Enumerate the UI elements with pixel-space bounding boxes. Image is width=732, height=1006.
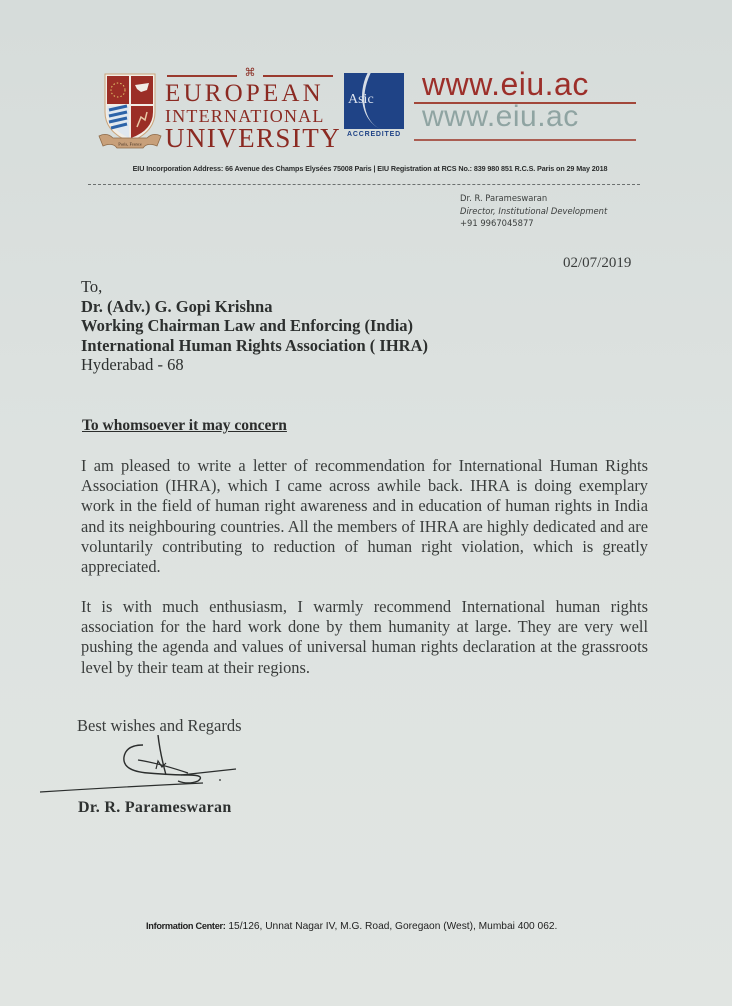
wordmark-line-2: INTERNATIONAL [165, 106, 325, 126]
university-crest-logo [97, 72, 163, 152]
wordmark-line-3: UNIVERSITY [165, 123, 341, 153]
letter-subject: To whomsoever it may concern [82, 417, 287, 434]
registration-line: EIU Incorporation Address: 66 Avenue des Champs Elysées 75008 Paris | EIU Registration at RCS No.: 839 980 851 R.C.S. Paris on 29 May 2018 [132, 164, 608, 173]
letter-date: 02/07/2019 [563, 255, 632, 271]
body-paragraph-1: I am pleased to write a letter of recommendation for International Human Rights Association (IHRA), which I came across awhile back. IHRA is doing exemplary work in the field of human right awareness and in education of human rights in India and its neighbouring countries. All the members of IHRA are highly dedicated and are voluntarily contributing to reduction of human right violation, which is greatly appreciated. [81, 456, 648, 577]
asic-logo-icon [344, 73, 404, 129]
signature-icon [38, 735, 248, 795]
handwritten-signature [38, 735, 248, 795]
crest-motto: Paris, France [118, 141, 142, 147]
recipient-address [81, 277, 428, 375]
recipient-organization: International Human Rights Association ( IHRA) [81, 335, 428, 355]
recipient-name: Dr. (Adv.) G. Gopi Krishna [81, 296, 273, 316]
wordmark-ornament-rule [167, 67, 333, 80]
sender-block [460, 192, 607, 230]
asic-mark: Asic [348, 92, 374, 107]
recipient-position: Working Chairman Law and Enforcing (India) [81, 316, 414, 335]
sender-phone: +91 9967045877 [460, 218, 534, 228]
crest-shield-icon [97, 72, 163, 152]
ornament-icon: ⌘ [244, 67, 256, 79]
footer-address: 15/126, Unnat Nagar IV, M.G. Road, Goregaon (West), Mumbai 400 062. [225, 921, 558, 932]
university-wordmark [165, 67, 341, 153]
asic-accreditation-badge [344, 73, 404, 141]
website-url-secondary: www.eiu.ac [422, 100, 579, 133]
body-paragraph-2: It is with much enthusiasm, I warmly recommend International human rights association for the hard work done by them humanity at large. They are very well pushing the agenda and values of universal human rights declaration at the grassroots level by their team at their regions. [81, 597, 648, 677]
signer-name: Dr. R. Parameswaran [78, 799, 232, 816]
website-url-primary: www.eiu.ac [422, 66, 589, 102]
footer-label: Information Center: [146, 921, 226, 931]
sender-title: Director, Institutional Development [460, 205, 608, 216]
footer-information-center [146, 921, 557, 932]
accredited-label: ACCREDITED [347, 131, 401, 138]
url-divider-bottom [414, 139, 636, 141]
salutation-to: To, [81, 277, 103, 296]
sender-name: Dr. R. Parameswaran [460, 193, 548, 203]
recipient-city: Hyderabad - 68 [81, 355, 184, 374]
wordmark-line-1: EUROPEAN [165, 80, 324, 107]
closing-line: Best wishes and Regards [77, 716, 242, 735]
header-dashed-divider [88, 184, 640, 185]
